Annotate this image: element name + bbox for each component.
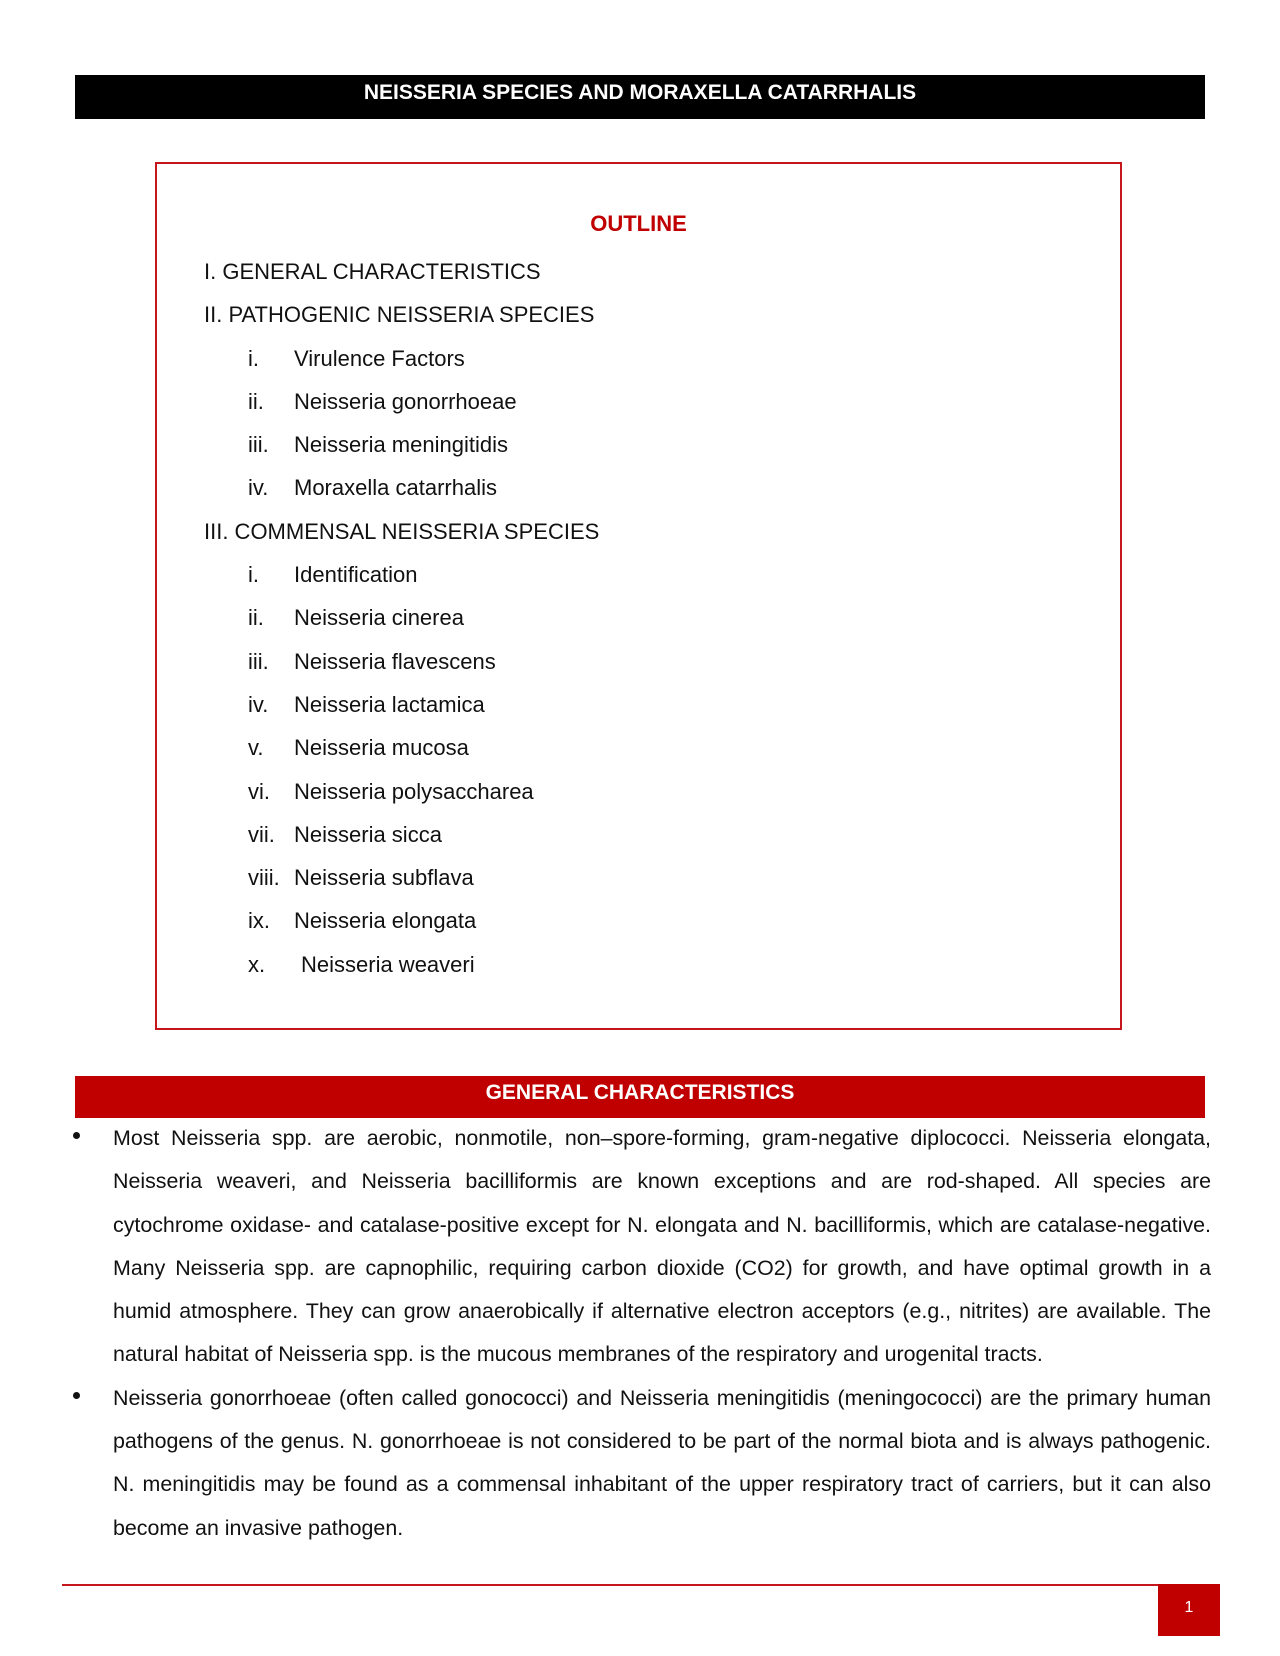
outline-item: [157, 596, 1120, 639]
outline-item: [157, 553, 1120, 596]
document-title: NEISSERIA SPECIES AND MORAXELLA CATARRHALIS: [75, 75, 1205, 119]
outline-item: [157, 250, 1120, 293]
outline-item-text: III. COMMENSAL NEISSERIA SPECIES: [204, 518, 600, 544]
outline-item-text: Neisseria sicca: [294, 821, 442, 847]
bullet-list: [0, 1117, 1280, 1550]
outline-item-text: Neisseria flavescens: [294, 648, 496, 674]
outline-item: [157, 337, 1120, 380]
outline-item: [157, 380, 1120, 423]
outline-item-number: i.: [248, 562, 259, 588]
outline-item: [157, 943, 1120, 986]
outline-item: [157, 813, 1120, 856]
outline-item-number: x.: [248, 951, 266, 977]
outline-item: [157, 683, 1120, 726]
outline-item-number: i.: [248, 345, 259, 371]
outline-item: [157, 640, 1120, 683]
outline-item-number: iii.: [248, 648, 269, 674]
outline-item-text: Neisseria polysaccharea: [294, 778, 534, 804]
outline-item-text: Virulence Factors: [294, 345, 465, 371]
outline-item-text: Neisseria cinerea: [294, 605, 464, 631]
page-number: 1: [1158, 1584, 1220, 1636]
bullet-paragraph: Most Neisseria spp. are aerobic, nonmotile, non–spore-forming, gram-negative diplococci. Neisseria elongata, Neisseria weaveri, and Neisseria bacilliformis are known exceptions and are rod-shaped. All species are cytochrome oxidase- and catalase-positive except for N. elongata and N. bacilliformis, which are catalase-negative. Many Neisseria spp. are capnophilic, requiring carbon dioxide (CO2) for growth, and have optimal growth in a humid atmosphere. They can grow anaerobically if alternative electron acceptors (e.g., nitrites) are available. The natural habitat of Neisseria spp. is the mucous membranes of the respiratory and urogenital tracts.: [113, 1126, 1211, 1367]
outline-item-text: Neisseria meningitidis: [294, 432, 508, 458]
outline-item-number: ii.: [248, 605, 264, 631]
outline-item-number: vi.: [248, 778, 270, 804]
outline-item-number: iv.: [248, 475, 269, 501]
outline-item: [157, 726, 1120, 769]
outline-item-text: Neisseria lactamica: [294, 691, 485, 717]
outline-item-number: viii.: [248, 865, 280, 891]
outline-item: [157, 770, 1120, 813]
outline-item-text: II. PATHOGENIC NEISSERIA SPECIES: [204, 302, 595, 328]
outline-item-number: v.: [248, 735, 264, 761]
outline-item-number: vii.: [248, 821, 275, 847]
outline-item-number: ii.: [248, 388, 264, 414]
outline-item-number: iv.: [248, 691, 269, 717]
outline-item-text: Neisseria subflava: [294, 865, 474, 891]
outline-item: [157, 510, 1120, 553]
outline-item-text: Neisseria gonorrhoeae: [294, 388, 517, 414]
outline-item-text: Neisseria elongata: [294, 908, 477, 934]
outline-item-number: iii.: [248, 432, 269, 458]
outline-item-text: Moraxella catarrhalis: [294, 475, 497, 501]
bullet-item: [0, 1117, 1280, 1377]
outline-item-number: ix.: [248, 908, 270, 934]
bullet-dot-icon: [73, 1392, 80, 1399]
section-heading: GENERAL CHARACTERISTICS: [75, 1076, 1205, 1118]
outline-list: [157, 250, 1120, 986]
bullet-paragraph: Neisseria gonorrhoeae (often called gonococci) and Neisseria meningitidis (meningococci) are the primary human pathogens of the genus. N. gonorrhoeae is not considered to be part of the normal biota and is always pathogenic. N. meningitidis may be found as a commensal inhabitant of the upper respiratory tract of carriers, but it can also become an invasive pathogen.: [113, 1385, 1211, 1540]
outline-item-text: Identification: [294, 562, 418, 588]
outline-item-text: Neisseria weaveri: [301, 951, 475, 977]
footer-divider: [62, 1584, 1220, 1586]
bullet-dot-icon: [73, 1132, 80, 1139]
outline-box: [155, 162, 1122, 1030]
outline-item-text: I. GENERAL CHARACTERISTICS: [204, 259, 541, 284]
bullet-item: [0, 1377, 1280, 1550]
outline-item-text: Neisseria mucosa: [294, 735, 469, 761]
outline-item: [157, 466, 1120, 509]
outline-item: [157, 899, 1120, 942]
outline-item: [157, 856, 1120, 899]
outline-item: [157, 293, 1120, 336]
outline-heading: OUTLINE: [590, 211, 687, 236]
outline-item: [157, 423, 1120, 466]
